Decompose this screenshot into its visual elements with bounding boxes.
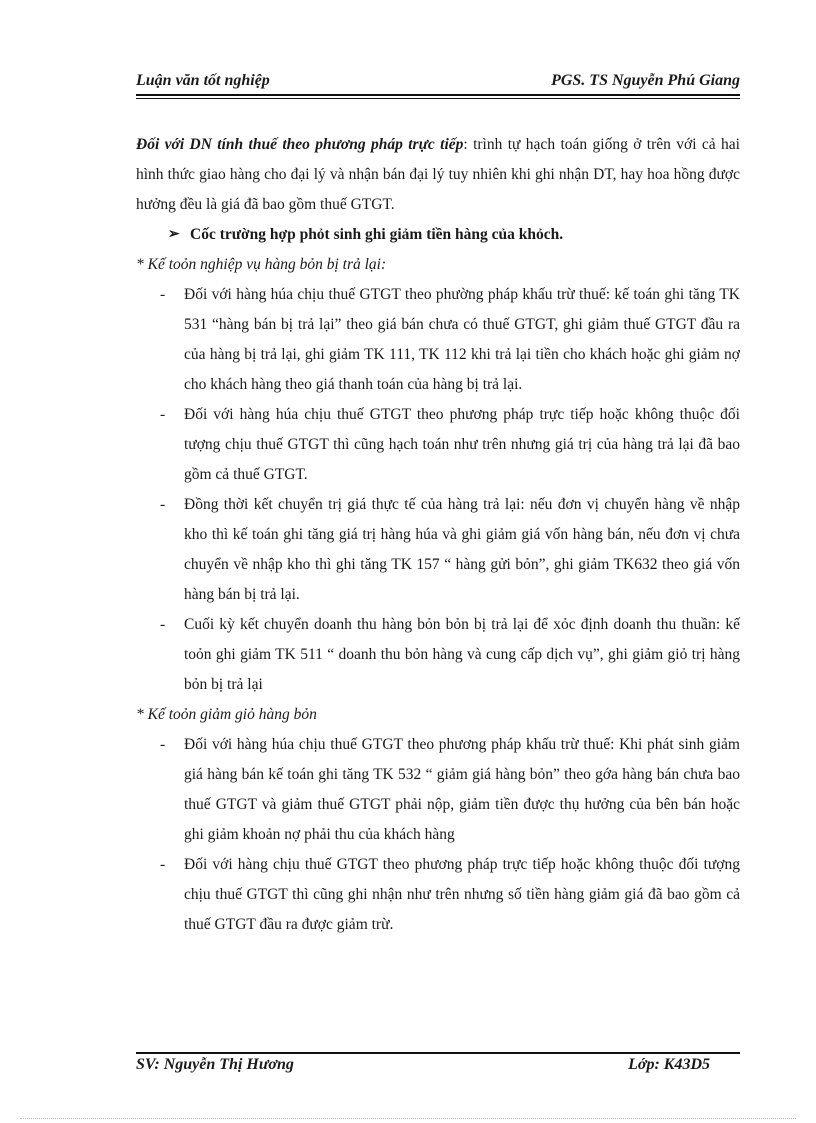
list-item-text: Đối với hàng chịu thuế GTGT theo phương pháp trực tiếp hoặc không thuộc đối tượng chịu thuế GTGT thì cũng ghi nhận như trên nhưng số tiền hàng giảm giá đã bao gồm cả thuế GTGT đầu ra được giảm trừ. bbox=[184, 856, 740, 933]
subsection-title-returns: * Kế toỏn nghiệp vụ hàng bỏn bị trả lại: bbox=[136, 256, 387, 273]
footer-rule bbox=[136, 1052, 740, 1054]
page-footer bbox=[136, 1056, 740, 1074]
header-rule-thin bbox=[136, 98, 740, 99]
list-item bbox=[136, 850, 740, 940]
page-bottom-dotted-line bbox=[20, 1118, 796, 1119]
list-item-text: Đối với hàng húa chịu thuế GTGT theo phương pháp khấu trừ thuế: Khi phát sinh giảm giá hàng bán kế toán ghi tăng TK 532 “ giảm giá hàng bỏn” theo gớa hàng bán chưa bao thuế GTGT và giảm thuế GTGT phải nộp, giảm tiền được thụ hưởng của bên bán hoặc ghi giảm khoản nợ phải thu của khách hàng bbox=[184, 736, 740, 843]
dash-bullet: - bbox=[160, 406, 166, 423]
list-item bbox=[136, 400, 740, 490]
dash-bullet: - bbox=[160, 736, 166, 753]
list-item bbox=[136, 610, 740, 700]
list-item-text: Đối với hàng húa chịu thuế GTGT theo phương pháp trực tiếp hoặc không thuộc đối tượng chịu thuế GTGT thì cũng hạch toán như trên nhưng giá trị của hàng trả lại đã bao gồm cả thuế GTGT. bbox=[184, 406, 740, 483]
returns-list bbox=[136, 280, 740, 700]
footer-student: SV: Nguyễn Thị Hương bbox=[136, 1056, 294, 1073]
dash-bullet: - bbox=[160, 616, 166, 633]
page-content bbox=[136, 130, 740, 940]
arrow-bullet-icon: ➢ bbox=[168, 227, 180, 242]
dash-bullet: - bbox=[160, 856, 166, 873]
intro-text: : trình tự hạch toán giống ở trên với cả hai hình thức giao hàng cho đại lý và nhận bán đại lý tuy nhiên khi ghi nhận DT, hay hoa hồng được hưởng đều là giá đã bao gồm thuế GTGT. bbox=[136, 136, 740, 213]
list-item bbox=[136, 730, 740, 850]
subsection-title-discounts: * Kế toỏn giảm giỏ hàng bỏn bbox=[136, 706, 317, 723]
list-item-text: Cuối kỳ kết chuyển doanh thu hàng bỏn bỏn bị trả lại để xỏc định doanh thu thuần: kế toỏn ghi giảm TK 511 “ doanh thu bỏn hàng và cung cấp dịch vụ”, ghi giảm giỏ trị hàng bỏn bị trả lại bbox=[184, 616, 740, 693]
list-item bbox=[136, 490, 740, 610]
dash-bullet: - bbox=[160, 286, 166, 303]
intro-lead: Đối với DN tính thuế theo phương pháp trực tiếp bbox=[136, 136, 464, 153]
header-rule bbox=[136, 94, 740, 96]
discounts-list bbox=[136, 730, 740, 940]
page-header bbox=[136, 72, 740, 90]
intro-paragraph bbox=[136, 130, 740, 220]
header-thesis-title: Luận văn tốt nghiệp bbox=[136, 72, 270, 89]
list-item-text: Đồng thời kết chuyển trị giá thực tế của hàng trả lại: nếu đơn vị chuyển hàng về nhập kho thì kế toán ghi tăng giá trị hàng húa và ghi giảm giá vốn hàng bán, nếu đơn vị chưa chuyển về nhập kho thì ghi tăng TK 157 “ hàng gửi bỏn”, ghi giảm TK632 theo giá vốn hàng bán bị trả lại. bbox=[184, 496, 740, 603]
list-item-text: Đối với hàng húa chịu thuế GTGT theo phường pháp khấu trừ thuế: kế toán ghi tăng TK 531 “hàng bán bị trả lại” theo giá bán chưa có thuế GTGT, ghi giảm thuế GTGT đầu ra của hàng bị trả lại, ghi giảm TK 111, TK 112 khi trả lại tiền cho khách hoặc ghi giảm nợ cho khách hàng theo giá thanh toán của hàng bị trả lại. bbox=[184, 286, 740, 393]
footer-class: Lớp: K43D5 bbox=[628, 1056, 710, 1073]
dash-bullet: - bbox=[160, 496, 166, 513]
list-item bbox=[136, 280, 740, 400]
section-heading bbox=[136, 220, 740, 250]
header-supervisor: PGS. TS Nguyễn Phú Giang bbox=[551, 72, 740, 89]
section-heading-text: Cốc trường hợp phỏt sinh ghi giảm tiền hàng của khỏch. bbox=[190, 226, 564, 243]
